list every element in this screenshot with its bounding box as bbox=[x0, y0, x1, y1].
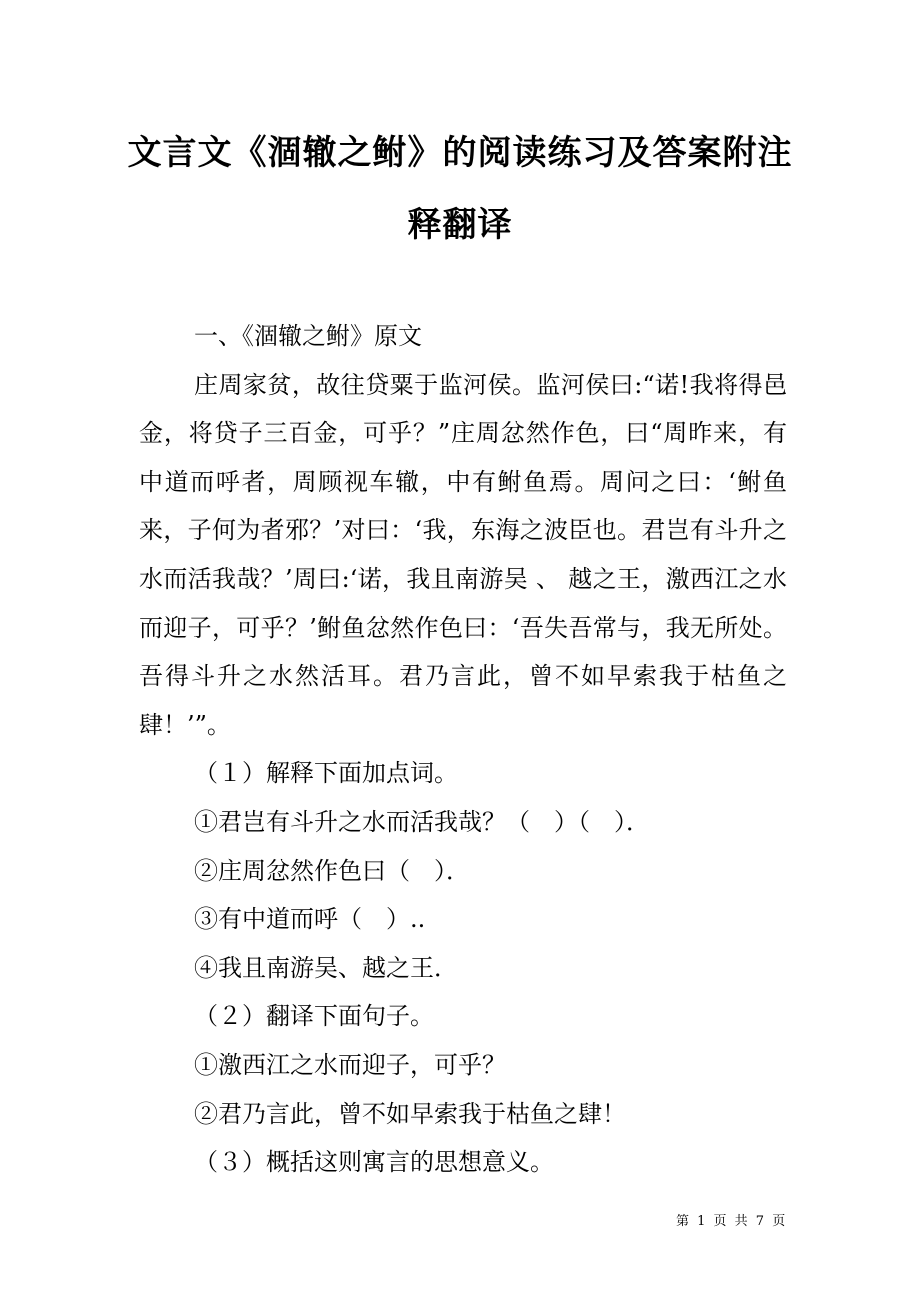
question-2-item: ②君乃言此，曾不如早索我于枯鱼之肆！ bbox=[194, 1099, 626, 1128]
document-body bbox=[139, 312, 787, 1187]
section-heading: 一、《涸辙之鲋》原文 bbox=[194, 322, 422, 350]
document-title-line-1: 文言文《涸辙之鲋》的阅读练习及答案附注 bbox=[127, 133, 793, 173]
question-2-item: ①激西江之水而迎子，可乎？ bbox=[194, 1050, 506, 1079]
question-1-item: ①君岂有斗升之水而活我哉？（ ）（ ）． bbox=[194, 807, 650, 836]
question-1-item: ③有中道而呼（ ）.. bbox=[194, 905, 426, 934]
question-3-prompt: （３）概括这则寓言的思想意义。 bbox=[194, 1148, 554, 1177]
question-1-prompt: （１）解释下面加点词。 bbox=[194, 759, 458, 788]
question-2-prompt: （２）翻译下面句子。 bbox=[194, 1002, 434, 1031]
document-title-line-2: 释翻译 bbox=[407, 205, 513, 245]
question-1-item: ④我且南游吴、越之王． bbox=[194, 953, 458, 982]
question-1-item: ②庄周忿然作色曰（ ）． bbox=[194, 856, 470, 885]
passage-text: 庄周家贫，故往贷粟于监河侯。监河侯曰:“诺!我将得邑金，将贷子三百金，可乎？”庄周忿然作色，曰“周昨来，有中道而呼者，周顾视车辙，中有鲋鱼焉。周问之曰：‘鲋鱼来，子何为者邪？’对曰：‘我，东海之波臣也。君岂有斗升之水而活我哉？’周曰:‘诺，我且南游吴 、 越之王，激西江之水而迎子，可乎？’鲋鱼忿然作色曰：‘吾失吾常与，我无所处。吾得斗升之水然活耳。君乃言此，曾不如早索我于枯鱼之肆！’”。 bbox=[139, 370, 787, 739]
page-number-footer: 第 1 页 共 7 页 bbox=[676, 1214, 788, 1229]
